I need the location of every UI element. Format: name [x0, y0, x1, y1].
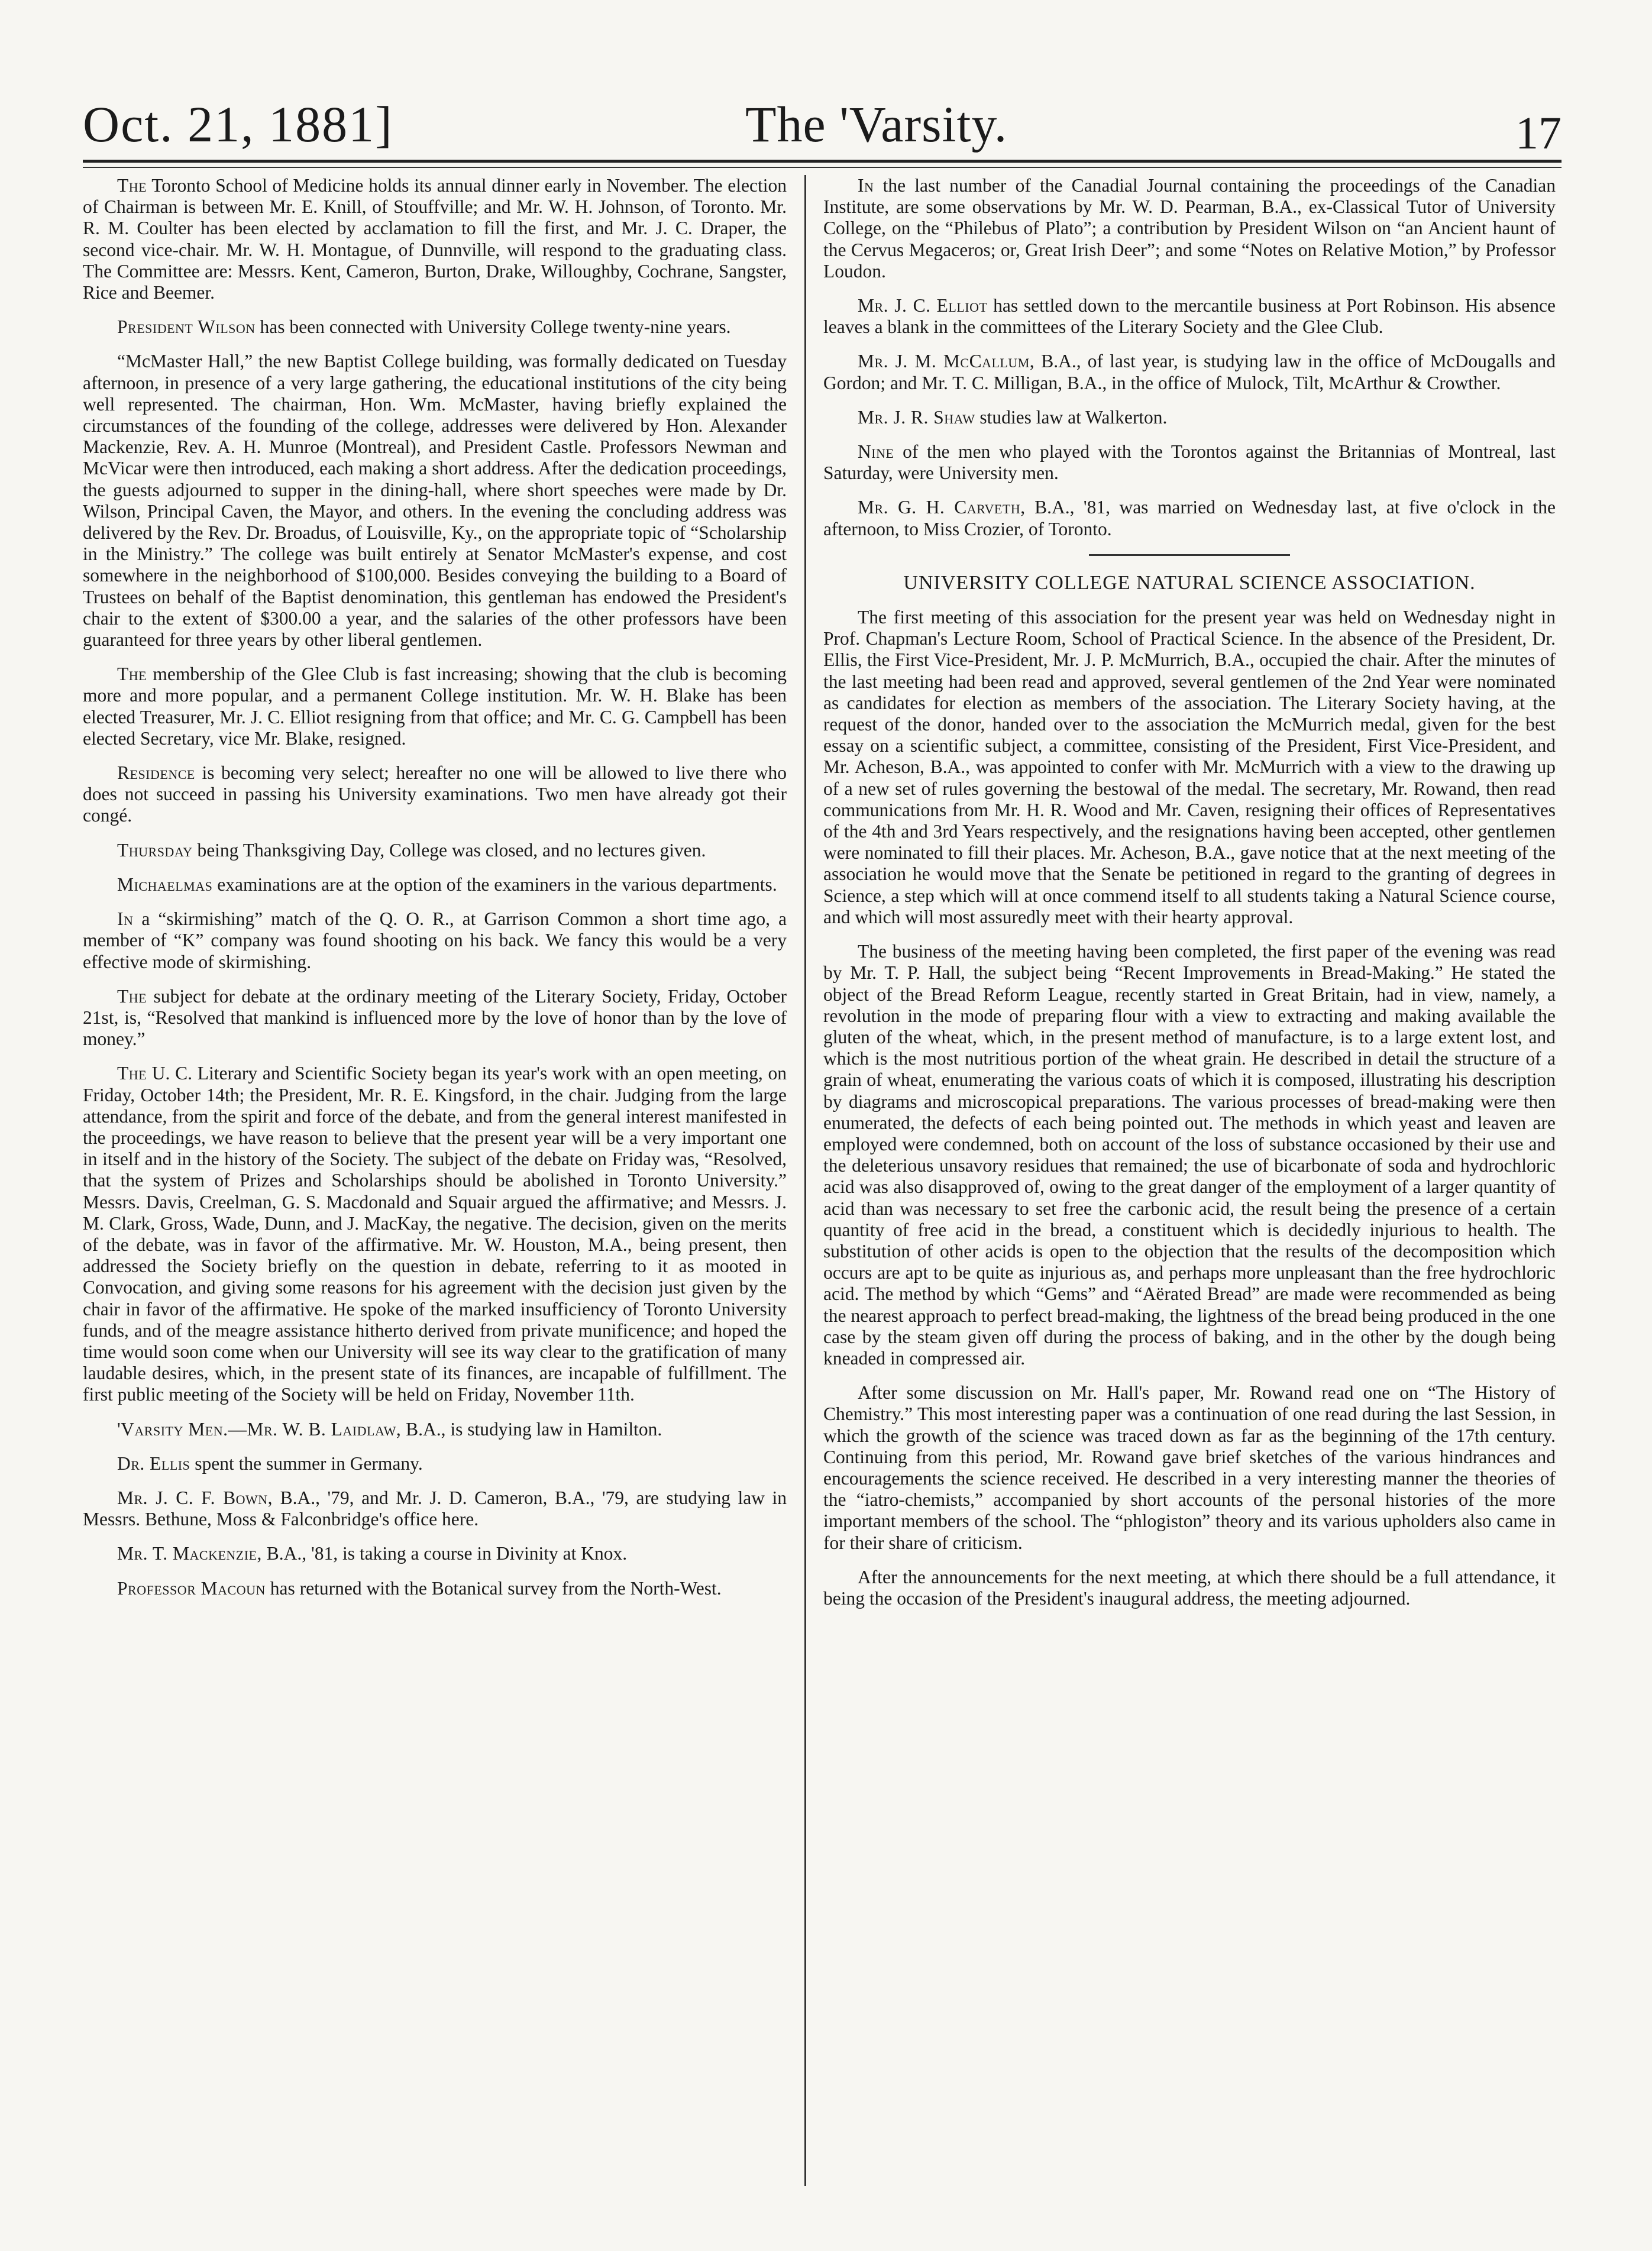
news-item: Professor Macoun has returned with the Botanical survey from the North-West.	[117, 1577, 722, 1599]
news-item: In the last number of the Canadial Journal containing the proceedings of the Canadian Institute, are some observations by Mr. W. D. Pearman, B.A., ex-Classical Tutor of University College, on the “Philebus of Plato”; a contribution by President Wilson on “an Ancient haunt of the Cervus Megaceros; or, Great Irish Deer”; and some “Notes on Relative Motion,” by Professor Loudon.	[823, 175, 1556, 282]
header-rule	[83, 160, 1562, 163]
news-item: Mr. J. C. Elliot has settled down to the mercantile business at Port Robinson. His absence leaves a blank in the committees of the Literary Society and the Glee Club.	[823, 295, 1556, 338]
issue-date: Oct. 21, 1881]	[83, 96, 393, 153]
news-item: Dr. Ellis spent the summer in Germany.	[117, 1453, 423, 1474]
news-item: The U. C. Literary and Scientific Society began its year's work with an open meeting, on Friday, October 14th; the President, Mr. R. E. Kingsford, in the chair. Judging from the large attendance, from the spirit and force of the debate, and from the general interest manifested in the proceedings, we have reason to believe that the present year will be a very important one in itself and in the history of the Society. The subject of the debate on Friday was, “Resolved, that the system of Prizes and Scholarships should be abolished in Toronto University.” Messrs. Davis, Creelman, G. S. Macdonald and Squair argued the affirmative; and Messrs. J. M. Clark, Gross, Wade, Dunn, and J. MacKay, the negative. The decision, given on the merits of the debate, was in favor of the affirmative. Mr. W. Houston, M.A., being present, then addressed the Society briefly on the question in debate, referring to it as mooted in Convocation, and giving some reasons for his agreement with the decision just given by the chair in favor of the affirmative. He spoke of the marked insufficiency of Toronto University funds, and of the meagre assistance hitherto derived from private munificence; and hoped the time would soon come when our University will see its way clear to the gratification of many laudable desires, which, in the present state of its finances, are incapable of fulfillment. The first public meeting of the Society will be held on Friday, November 11th.	[83, 1063, 787, 1405]
news-item: Mr. T. Mackenzie, B.A., '81, is taking a course in Divinity at Knox.	[117, 1543, 628, 1564]
news-item: Nine of the men who played with the Torontos against the Britannias of Montreal, last Saturday, were University men.	[823, 441, 1556, 484]
news-item: Mr. G. H. Carveth, B.A., '81, was married on Wednesday last, at five o'clock in the afternoon, to Miss Crozier, of Toronto.	[823, 497, 1556, 539]
column-divider	[804, 175, 806, 2186]
page-header	[83, 83, 1562, 166]
section-heading: UNIVERSITY COLLEGE NATURAL SCIENCE ASSOCIATION.	[903, 571, 1476, 594]
page-number: 17	[1515, 107, 1562, 159]
news-item: The Toronto School of Medicine holds its annual dinner early in November. The election of Chairman is between Mr. E. Knill, of Stouffville; and Mr. W. H. Johnson, of Toronto. Mr. R. M. Coulter has been elected by acclamation to fill the first, and Mr. J. C. Draper, the second vice-chair. Mr. W. H. Montague, of Dunnville, will respond to the graduating class. The Committee are: Messrs. Kent, Cameron, Burton, Drake, Willoughby, Cochrane, Sangster, Rice and Beemer.	[83, 175, 787, 303]
left-column	[83, 175, 787, 2174]
news-item: 'Varsity Men.—Mr. W. B. Laidlaw, B.A., is studying law in Hamilton.	[117, 1418, 662, 1440]
news-item: The membership of the Glee Club is fast increasing; showing that the club is becoming more and more popular, and a permanent College institution. Mr. W. H. Blake has been elected Treasurer, Mr. J. C. Elliot resigning from that office; and Mr. C. G. Campbell has been elected Secretary, vice Mr. Blake, resigned.	[83, 664, 787, 749]
news-item: President Wilson has been connected with University College twenty-nine years.	[117, 316, 731, 338]
publication-title: The 'Varsity.	[745, 96, 1008, 153]
news-item: In a “skirmishing” match of the Q. O. R., at Garrison Common a short time ago, a member of “K” company was found shooting on his back. We fancy this would be a very effective mode of skirmishing.	[83, 908, 787, 972]
news-item: Mr. J. C. F. Bown, B.A., '79, and Mr. J. D. Cameron, B.A., '79, are studying law in Messrs. Bethune, Moss & Falconbridge's office here.	[83, 1487, 787, 1530]
news-item: The subject for debate at the ordinary meeting of the Literary Society, Friday, October 21st, is, “Resolved that mankind is influenced more by the love of honor than by the love of money.”	[83, 985, 787, 1050]
association-paragraph: The business of the meeting having been completed, the first paper of the evening was read by Mr. T. P. Hall, the subject being “Recent Improvements in Bread-Making.” He stated the object of the Bread Reform League, recently started in Great Britain, had in view, namely, a revolution in the mode of preparing flour with a view to extracting and making available the gluten of the wheat, which, in the present method of manufacture, is to a large extent lost, and which is the most nutritious portion of the wheat grain. He described in detail the structure of a grain of wheat, enumerating the various coats of which it is composed, illustrating his description by diagrams and microscopical preparations. The various processes of bread-making were then enumerated, the defects of each being pointed out. The methods in which yeast and leaven are employed were condemned, both on account of the loss of substance occasioned by their use and the deleterious unsavory residues that remained; the use of bicarbonate of soda and hydrochloric acid was also disapproved of, owing to the great danger of the employment of a larger quantity of acid than was necessary to set free the carbonic acid, the result being the presence of a certain quantity of free acid in the bread, a constituent which is decidedly injurious to health. The substitution of other acids is open to the objection that the results of the decomposition which occurs are apt to be quite as injurious as, and perhaps more unpleasant than the free hydrochloric acid. The method by which “Gems” and “Aërated Bread” are made were recommended as being the nearest approach to perfect bread-making, the lightness of the bread being produced in the one case by the steam given off during the process of baking, and in the other by the dough being kneaded in compressed air.	[823, 941, 1556, 1369]
news-item: “McMaster Hall,” the new Baptist College building, was formally dedicated on Tuesday afternoon, in presence of a very large gathering, the educational institutions of the city being well represented. The chairman, Hon. Wm. McMaster, having briefly explained the circumstances of the founding of the college, addresses were delivered by Hon. Alexander Mackenzie, Rev. A. H. Munroe (Montreal), and President Castle. Professors Newman and McVicar were then introduced, each making a short address. After the dedication proceedings, the guests adjourned to supper in the dining-hall, where short speeches were made by Dr. Wilson, Principal Caven, the Mayor, and others. In the evening the concluding address was delivered by the Rev. Dr. Broadus, of Louisville, Ky., on the appropriate topic of “Scholarship in the Ministry.” The college was built entirely at Senator McMaster's expense, and cost somewhere in the neighborhood of $100,000. Besides conveying the building to a Board of Trustees on behalf of the Baptist denomination, this gentleman has endowed the President's chair to the extent of $300.00 a year, and the salaries of the other professors have been guaranteed for three years by other liberal gentlemen.	[83, 351, 787, 651]
news-item: Residence is becoming very select; hereafter no one will be allowed to live there who does not succeed in passing his University examinations. Two men have already got their congé.	[83, 762, 787, 826]
association-paragraph: The first meeting of this association for the present year was held on Wednesday night in Prof. Chapman's Lecture Room, School of Practical Science. In the absence of the President, Dr. Ellis, the First Vice-President, Mr. J. P. McMurrich, B.A., occupied the chair. After the minutes of the last meeting had been read and approved, several gentlemen of the 2nd Year were nominated as candidates for election as members of the association. The Literary Society having, at the request of the donor, handed over to the association the McMurrich medal, given for the best essay on a scientific subject, a committee, consisting of the President, First Vice-President, and Mr. Acheson, B.A., was appointed to confer with Mr. McMurrich with a view to the drawing up of a new set of rules governing the bestowal of the medal. The secretary, Mr. Rowand, then read communications from Mr. H. R. Wood and Mr. Caven, resigning their offices of Representatives of the 4th and 3rd Years respectively, and the resignations having been accepted, other gentlemen were nominated to fill their places. Mr. Acheson, B.A., gave notice that at the next meeting of the association he would move that the Senate be petitioned in regard to the granting of degrees in Science, a step which will at once commend itself to all students taking a Natural Science course, and which will most assuredly meet with their hearty approval.	[823, 607, 1556, 927]
right-column	[823, 175, 1556, 2174]
association-paragraph: After some discussion on Mr. Hall's paper, Mr. Rowand read one on “The History of Chemistry.” This most interesting paper was a continuation of one read during the last Session, in which the growth of the science was traced down as far as the beginning of the 17th century. Continuing from this period, Mr. Rowand gave brief sketches of the various hindrances and encouragements the science received. He described in a very interesting manner the theories of the “iatro-chemists,” accompanied by short accounts of the personal histories of the more important members of the school. The “phlogiston” theory and its various upholders also came in for their share of criticism.	[823, 1382, 1556, 1553]
header-rule-thin	[83, 167, 1562, 168]
association-paragraph: After the announcements for the next meeting, at which there should be a full attendance, it being the occasion of the President's inaugural address, the meeting adjourned.	[823, 1566, 1556, 1609]
news-item: Mr. J. R. Shaw studies law at Walkerton.	[858, 406, 1168, 428]
news-item: Thursday being Thanksgiving Day, College was closed, and no lectures given.	[117, 839, 706, 861]
news-item: Mr. J. M. McCallum, B.A., of last year, is studying law in the office of McDougalls and Gordon; and Mr. T. C. Milligan, B.A., in the office of Mulock, Tilt, McArthur & Crowther.	[823, 351, 1556, 393]
section-divider	[1089, 554, 1290, 556]
news-item: Michaelmas examinations are at the option of the examiners in the various departments.	[117, 874, 777, 895]
